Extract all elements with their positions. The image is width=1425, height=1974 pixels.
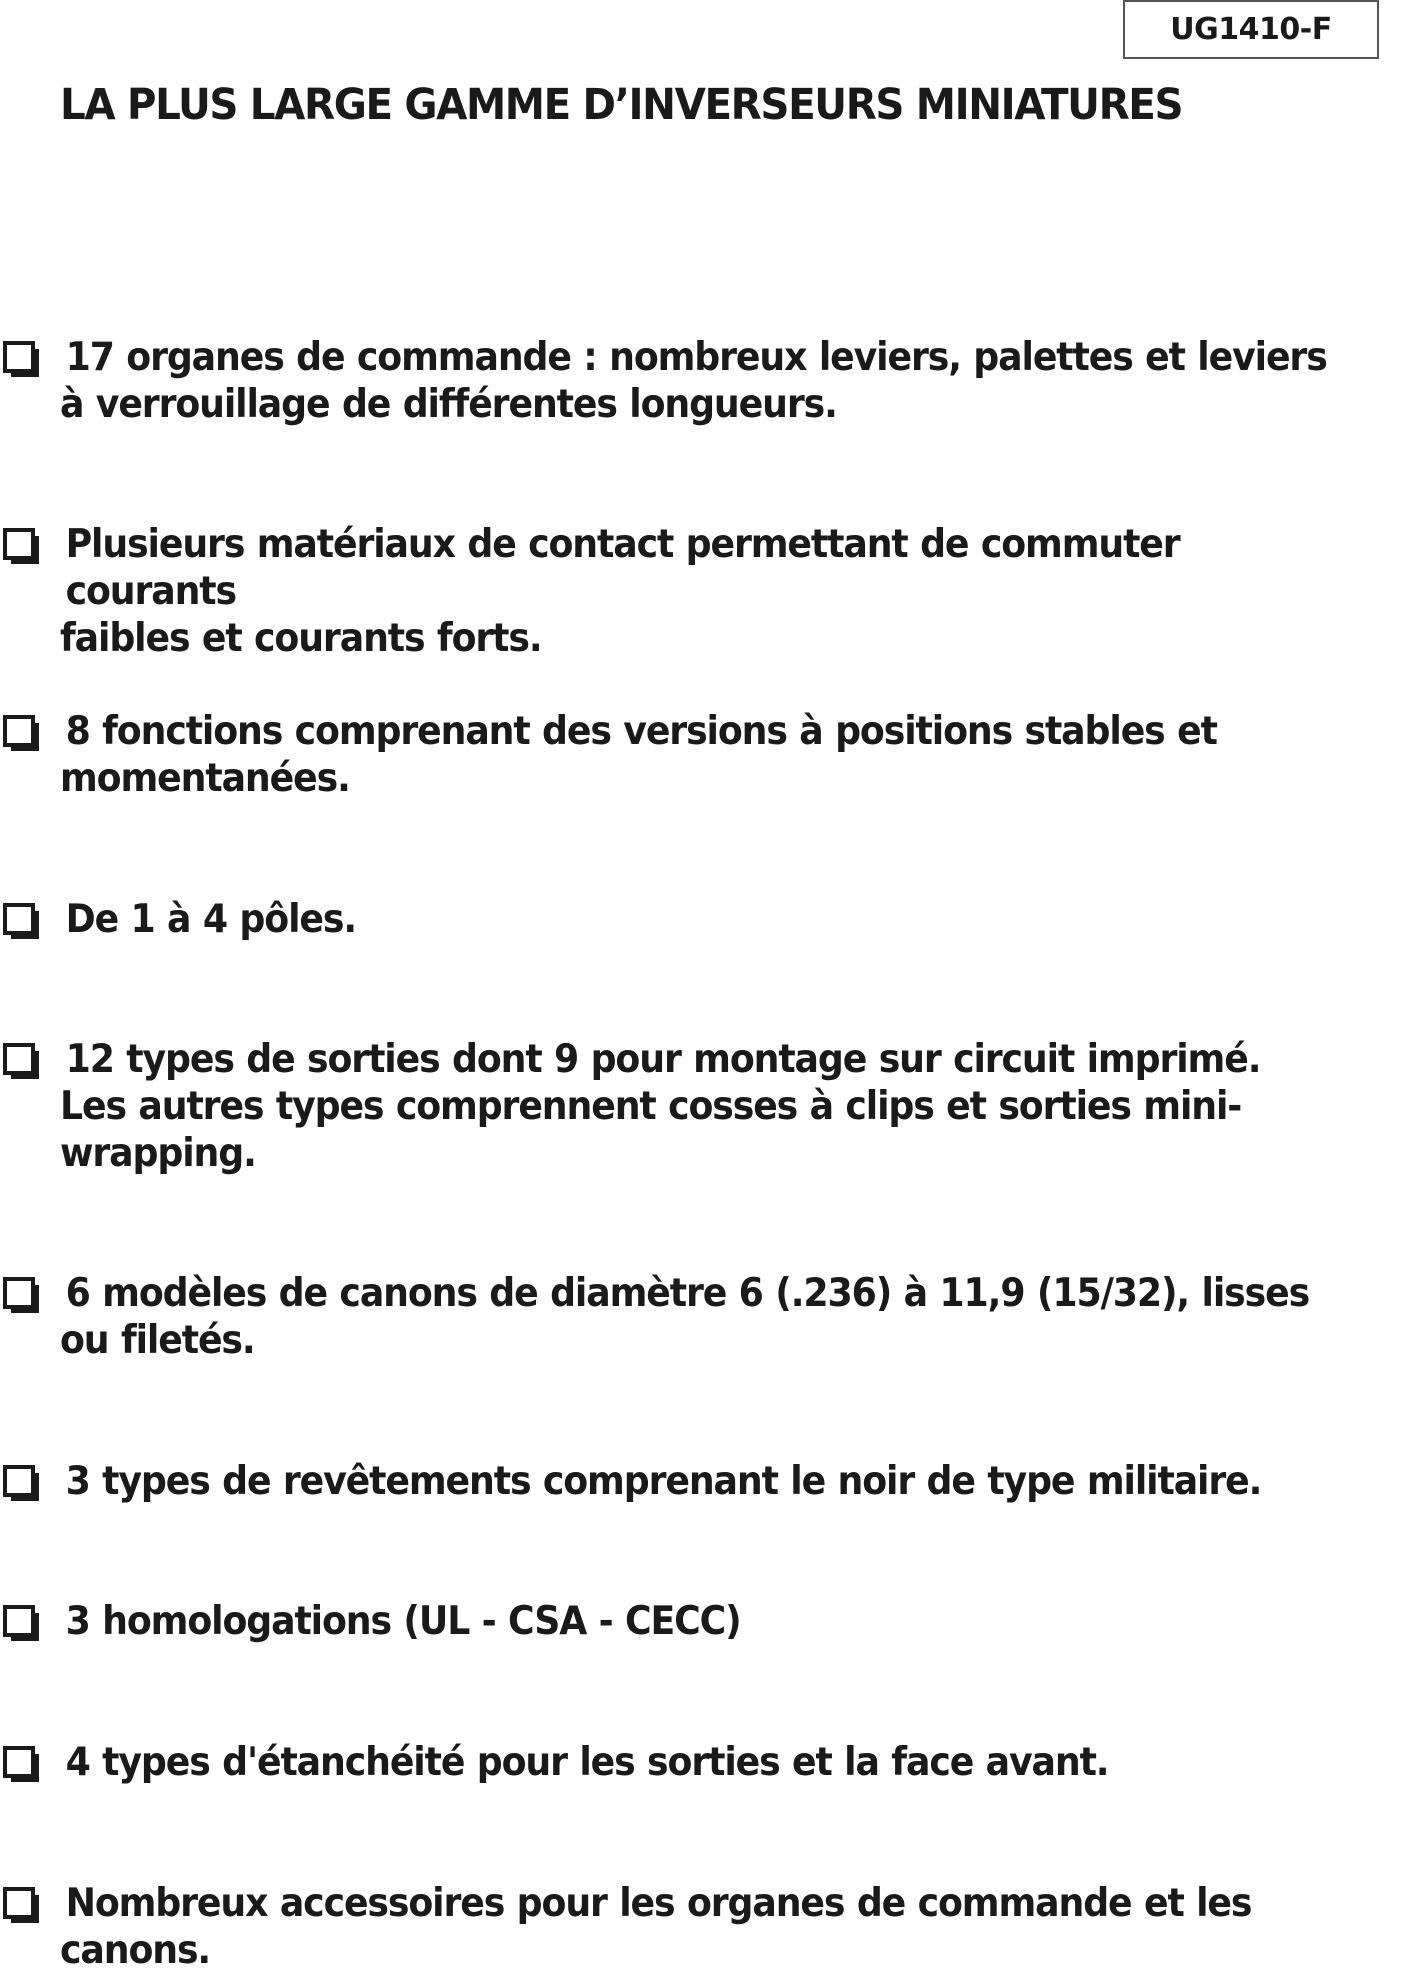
feature-text-line1: 17 organes de commande : nombreux leviers, palettes et leviers [65, 335, 1327, 380]
feature-text [60, 708, 1343, 802]
feature-text-line1: 3 types de revêtements comprenant le noir de type militaire. [65, 1459, 1262, 1504]
checkbox-icon [3, 1746, 35, 1778]
feature-text-line1: 3 homologations (UL - CSA - CECC) [65, 1599, 741, 1644]
feature-text [60, 1598, 1343, 1645]
feature-text [60, 521, 1343, 662]
feature-text-line1: De 1 à 4 pôles. [65, 897, 357, 942]
checkbox-icon [3, 715, 35, 747]
checkbox-icon [3, 1605, 35, 1637]
feature-text [60, 1270, 1343, 1364]
feature-text [60, 1739, 1343, 1786]
feature-text-rest: faibles et courants forts. [60, 616, 542, 661]
checkbox-icon [3, 341, 35, 373]
feature-text [60, 1880, 1343, 1974]
feature-text [60, 896, 1343, 943]
checkbox-icon [3, 1465, 35, 1497]
feature-text-rest: à verrouillage de différentes longueurs. [60, 382, 837, 427]
feature-text-rest: momentanées. [60, 756, 350, 801]
feature-text-rest: Les autres types comprennent cosses à clips et sorties mini- wrapping. [60, 1084, 1242, 1176]
feature-text [60, 1036, 1343, 1177]
feature-text-line1: 12 types de sorties dont 9 pour montage sur circuit imprimé. [65, 1037, 1261, 1082]
feature-text-line1: 4 types d'étanchéité pour les sorties et la face avant. [65, 1740, 1109, 1785]
checkbox-icon [3, 1277, 35, 1309]
feature-text-line1: 8 fonctions comprenant des versions à positions stables et [65, 709, 1217, 754]
reference-code: UG1410-F [1170, 12, 1332, 47]
feature-text [60, 1458, 1343, 1505]
feature-text [60, 334, 1343, 428]
reference-code-box [1123, 0, 1379, 59]
feature-text-line1: Plusieurs matériaux de contact permettant de commuter courants [65, 522, 1180, 614]
checkbox-icon [3, 903, 35, 935]
feature-text-line1: 6 modèles de canons de diamètre 6 (.236) à 11,9 (15/32), lisses [65, 1271, 1310, 1316]
checkbox-icon [3, 528, 35, 560]
checkbox-icon [3, 1887, 35, 1919]
page-title: LA PLUS LARGE GAMME D’INVERSEURS MINIATURES [60, 80, 1183, 130]
feature-text-rest: canons. [60, 1928, 211, 1973]
checkbox-icon [3, 1043, 35, 1075]
feature-text-rest: ou filetés. [60, 1318, 255, 1363]
feature-text-line1: Nombreux accessoires pour les organes de commande et les [65, 1881, 1252, 1926]
